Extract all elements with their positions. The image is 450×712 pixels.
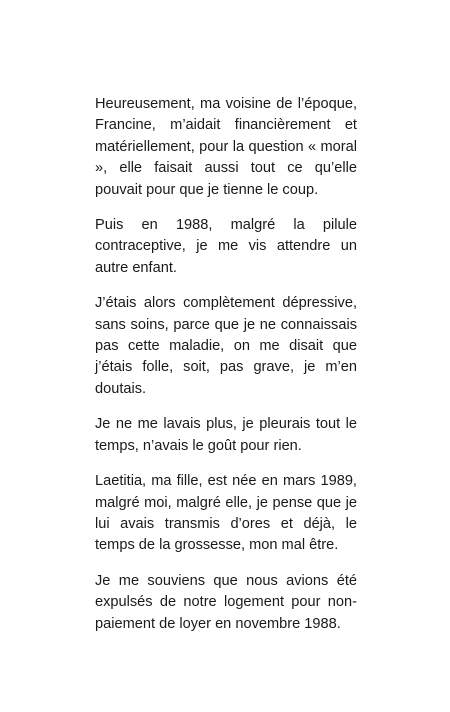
- body-text: [95, 94, 357, 649]
- paragraph: Je ne me lavais plus, je pleurais tout le temps, n’avais le goût pour rien.: [95, 416, 357, 454]
- paragraph: Je me souviens que nous avions été expulsés de notre logement pour non-paiement de loyer en novembre 1988.: [95, 572, 357, 632]
- paragraph: Puis en 1988, malgré la pilule contraceptive, je me vis attendre un autre enfant.: [95, 217, 357, 276]
- paragraph: J’étais alors complètement dépressive, sans soins, parce que je ne connaissais pas cette maladie, on me disait que j’étais folle, soit, pas grave, je m’en doutais.: [95, 295, 357, 397]
- paragraph: Laetitia, ma fille, est née en mars 1989, malgré moi, malgré elle, je pense que je lui avais transmis d’ores et déjà, le temps de la grossesse, mon mal être.: [95, 473, 357, 554]
- paragraph: Heureusement, ma voisine de l’époque, Francine, m’aidait financièrement et matériellement, pour la question « moral », elle faisait aussi tout ce qu’elle pouvait pour que je tienne le coup.: [95, 96, 357, 198]
